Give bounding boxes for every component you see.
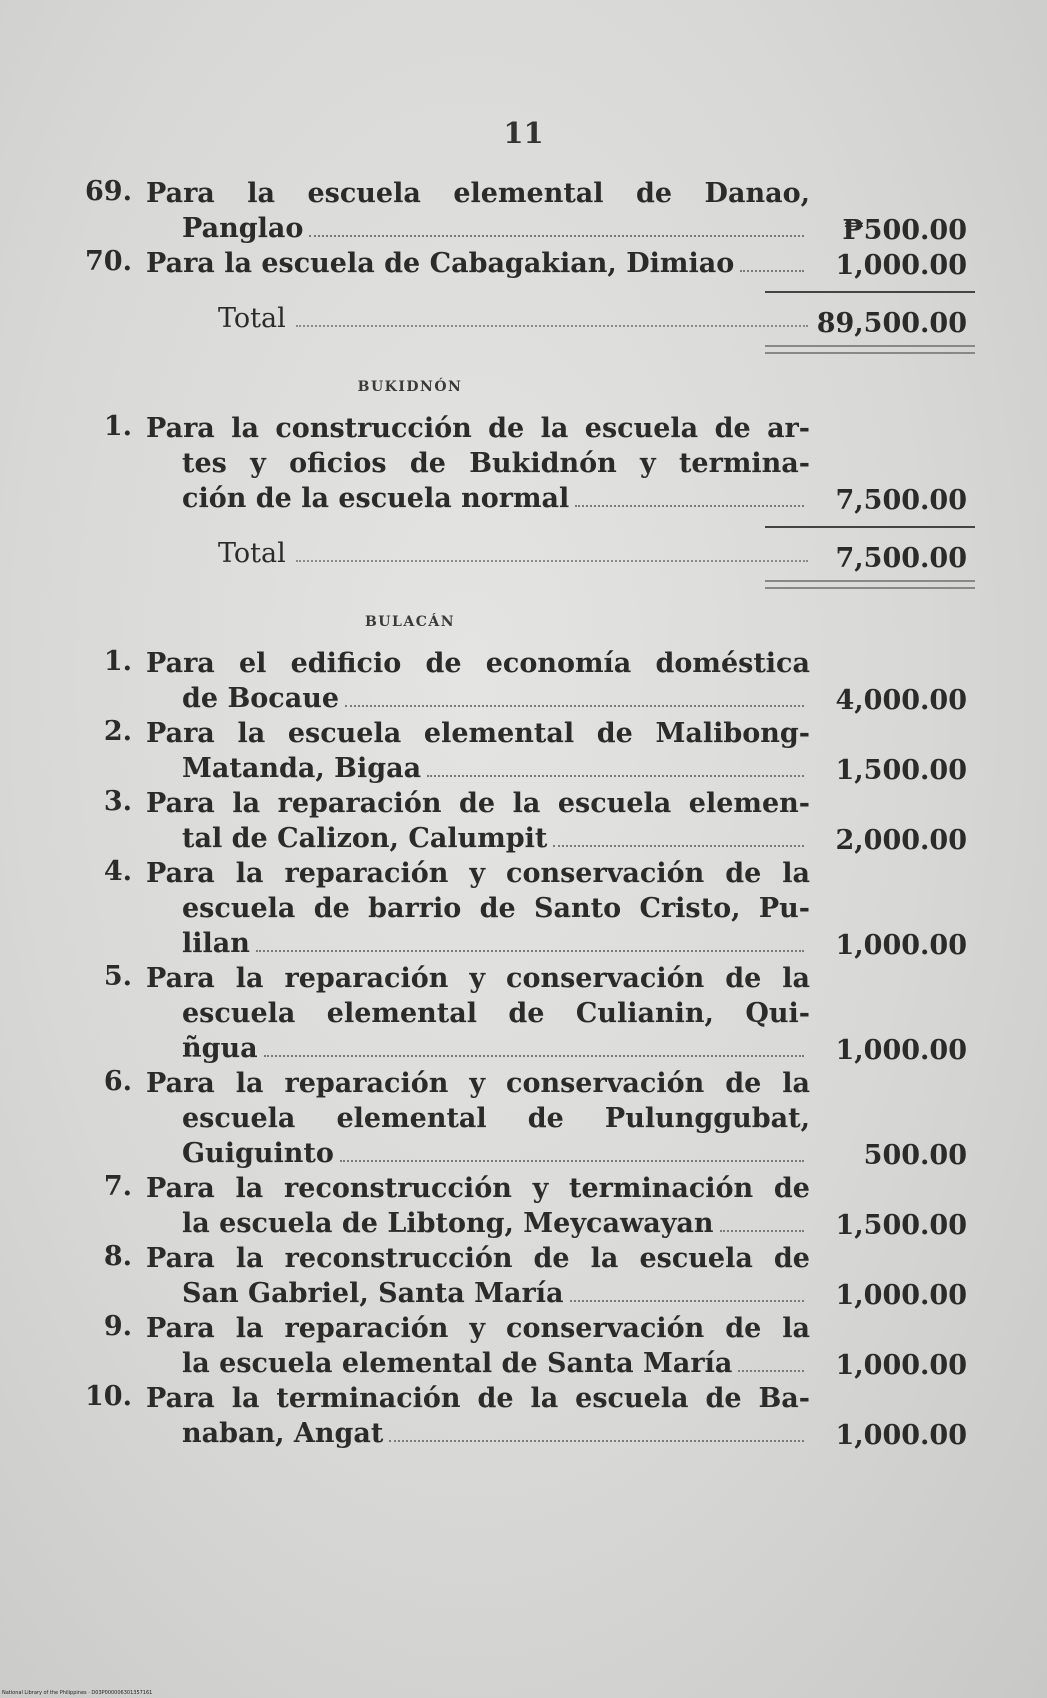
total-spacer [80, 281, 975, 303]
item-number: 7. [103, 1171, 132, 1202]
item-amount: 2,000.00 [835, 825, 967, 856]
item-description [146, 246, 810, 281]
total-amount: 7,500.00 [835, 543, 967, 574]
item-text-line: Para la reparación y conservación de la [146, 1313, 810, 1344]
item-last-line [146, 1276, 810, 1311]
item-description [146, 961, 810, 1066]
dot-leader [309, 234, 804, 237]
item-number: 2. [103, 716, 132, 747]
item-last-line [146, 681, 810, 716]
item-last-line [146, 211, 810, 246]
line-item [80, 646, 975, 716]
item-last-line [146, 751, 810, 786]
item-text-line: Para la reparación de la escuela elemen- [146, 788, 810, 819]
item-description [146, 716, 810, 786]
dot-leader [389, 1439, 804, 1442]
item-text-line: naban, Angat [182, 1418, 384, 1449]
item-description [146, 1381, 810, 1451]
item-text-line: Para la reconstrucción de la escuela de [146, 1243, 810, 1274]
line-item [80, 786, 975, 856]
total-label-wrap [218, 303, 808, 334]
item-amount: 7,500.00 [835, 485, 967, 516]
item-amount: 1,000.00 [835, 1280, 967, 1311]
total-spacer [80, 516, 975, 538]
section-0 [80, 176, 975, 361]
item-text-line: Para la escuela elemental de Danao, [146, 178, 810, 209]
dot-leader [296, 560, 808, 562]
item-text-line: Matanda, Bigaa [182, 753, 422, 784]
item-last-line [146, 926, 810, 961]
item-number: 6. [103, 1066, 132, 1097]
item-last-line [146, 1346, 810, 1381]
item-amount: 1,000.00 [835, 250, 967, 281]
double-rule [765, 345, 975, 354]
item-text-line: Para la reconstrucción y terminación de [146, 1173, 810, 1204]
double-rule [765, 580, 975, 589]
total-label: Total [218, 303, 286, 334]
item-text-line: escuela de barrio de Santo Cristo, Pu- [182, 893, 810, 924]
item-number: 5. [103, 961, 132, 992]
item-text-line: la escuela de Libtong, Meycawayan [182, 1208, 714, 1239]
item-description [146, 856, 810, 961]
total-amount: 89,500.00 [816, 308, 967, 339]
item-text-line: Para la reparación y conservación de la [146, 1068, 810, 1099]
item-amount: 1,000.00 [835, 1035, 967, 1066]
archive-footer-tag: National Library of the Philippines · D03P000006301357161 [2, 1690, 153, 1696]
total-label-wrap [218, 538, 808, 569]
item-last-line [146, 481, 810, 516]
sum-rule [765, 291, 975, 293]
appropriations-list [80, 176, 975, 1451]
item-text-line: Panglao [182, 213, 304, 244]
dot-leader [553, 844, 804, 847]
item-number: 1. [103, 411, 132, 442]
line-item [80, 1311, 975, 1381]
item-amount: ₱500.00 [842, 215, 967, 246]
item-text-line: Guiguinto [182, 1138, 334, 1169]
item-text-line: de Bocaue [182, 683, 340, 714]
total-row [80, 538, 975, 578]
dot-leader [570, 1299, 804, 1302]
item-description [146, 786, 810, 856]
item-number: 9. [103, 1311, 132, 1342]
item-text-line: Para el edificio de economía doméstica [146, 648, 810, 679]
item-description [146, 1066, 810, 1171]
dot-leader [738, 1369, 804, 1372]
item-amount: 4,000.00 [835, 685, 967, 716]
item-number: 4. [103, 856, 132, 887]
dot-leader [345, 704, 804, 707]
item-number: 70. [85, 246, 132, 277]
item-last-line [146, 1416, 810, 1451]
dot-leader [264, 1054, 804, 1057]
item-number: 1. [103, 646, 132, 677]
item-description [146, 646, 810, 716]
sum-rule [765, 526, 975, 528]
item-text-line: Para la terminación de la escuela de Ba- [146, 1383, 810, 1414]
line-item [80, 246, 975, 281]
line-item [80, 856, 975, 961]
item-last-line [146, 1136, 810, 1171]
item-number: 8. [103, 1241, 132, 1272]
item-last-line [146, 246, 810, 281]
line-item [80, 961, 975, 1066]
page-number: 11 [503, 116, 544, 150]
item-amount: 1,000.00 [835, 930, 967, 961]
item-text-line: Para la reparación y conservación de la [146, 858, 810, 889]
section-heading: BULACÁN [364, 614, 456, 630]
section-heading: BUKIDNÓN [357, 379, 463, 395]
item-text-line: Para la reparación y conservación de la [146, 963, 810, 994]
item-description [146, 1311, 810, 1381]
item-description [146, 1241, 810, 1311]
item-amount: 1,000.00 [835, 1350, 967, 1381]
line-item [80, 1381, 975, 1451]
dot-leader [340, 1159, 804, 1162]
item-amount: 1,000.00 [835, 1420, 967, 1451]
line-item [80, 1066, 975, 1171]
dot-leader [720, 1229, 804, 1232]
item-amount: 500.00 [863, 1140, 967, 1171]
item-amount: 1,500.00 [835, 1210, 967, 1241]
double-rule-wrap [80, 578, 975, 596]
item-amount: 1,500.00 [835, 755, 967, 786]
total-label: Total [218, 538, 286, 569]
item-text-line: escuela elemental de Pulunggubat, [182, 1103, 810, 1134]
item-last-line [146, 1206, 810, 1241]
item-text-line: Para la construcción de la escuela de ar- [146, 413, 810, 444]
item-text-line: tal de Calizon, Calumpit [182, 823, 548, 854]
line-item [80, 1171, 975, 1241]
item-last-line [146, 1031, 810, 1066]
line-item [80, 716, 975, 786]
item-text-line: lilan [182, 928, 250, 959]
dot-leader [427, 774, 804, 777]
item-text-line: San Gabriel, Santa María [182, 1278, 564, 1309]
item-text-line: ñgua [182, 1033, 258, 1064]
dot-leader [296, 325, 808, 327]
item-number: 10. [85, 1381, 132, 1412]
item-description [146, 411, 810, 516]
item-text-line: la escuela elemental de Santa María [182, 1348, 733, 1379]
item-text-line: Para la escuela de Cabagakian, Dimiao [146, 248, 735, 279]
item-number: 3. [103, 786, 132, 817]
item-text-line: escuela elemental de Culianin, Qui- [182, 998, 810, 1029]
item-text-line: tes y oficios de Bukidnón y termina- [182, 448, 810, 479]
line-item [80, 411, 975, 516]
item-text-line: ción de la escuela normal [182, 483, 570, 514]
double-rule-wrap [80, 343, 975, 361]
item-number: 69. [85, 176, 132, 207]
line-item [80, 176, 975, 246]
dot-leader [256, 949, 804, 952]
section-1 [80, 379, 975, 596]
total-row [80, 303, 975, 343]
item-text-line: Para la escuela elemental de Malibong- [146, 718, 810, 749]
line-item [80, 1241, 975, 1311]
item-last-line [146, 821, 810, 856]
dot-leader [575, 504, 804, 507]
item-description [146, 1171, 810, 1241]
section-2 [80, 614, 975, 1451]
item-description [146, 176, 810, 246]
dot-leader [740, 269, 804, 272]
